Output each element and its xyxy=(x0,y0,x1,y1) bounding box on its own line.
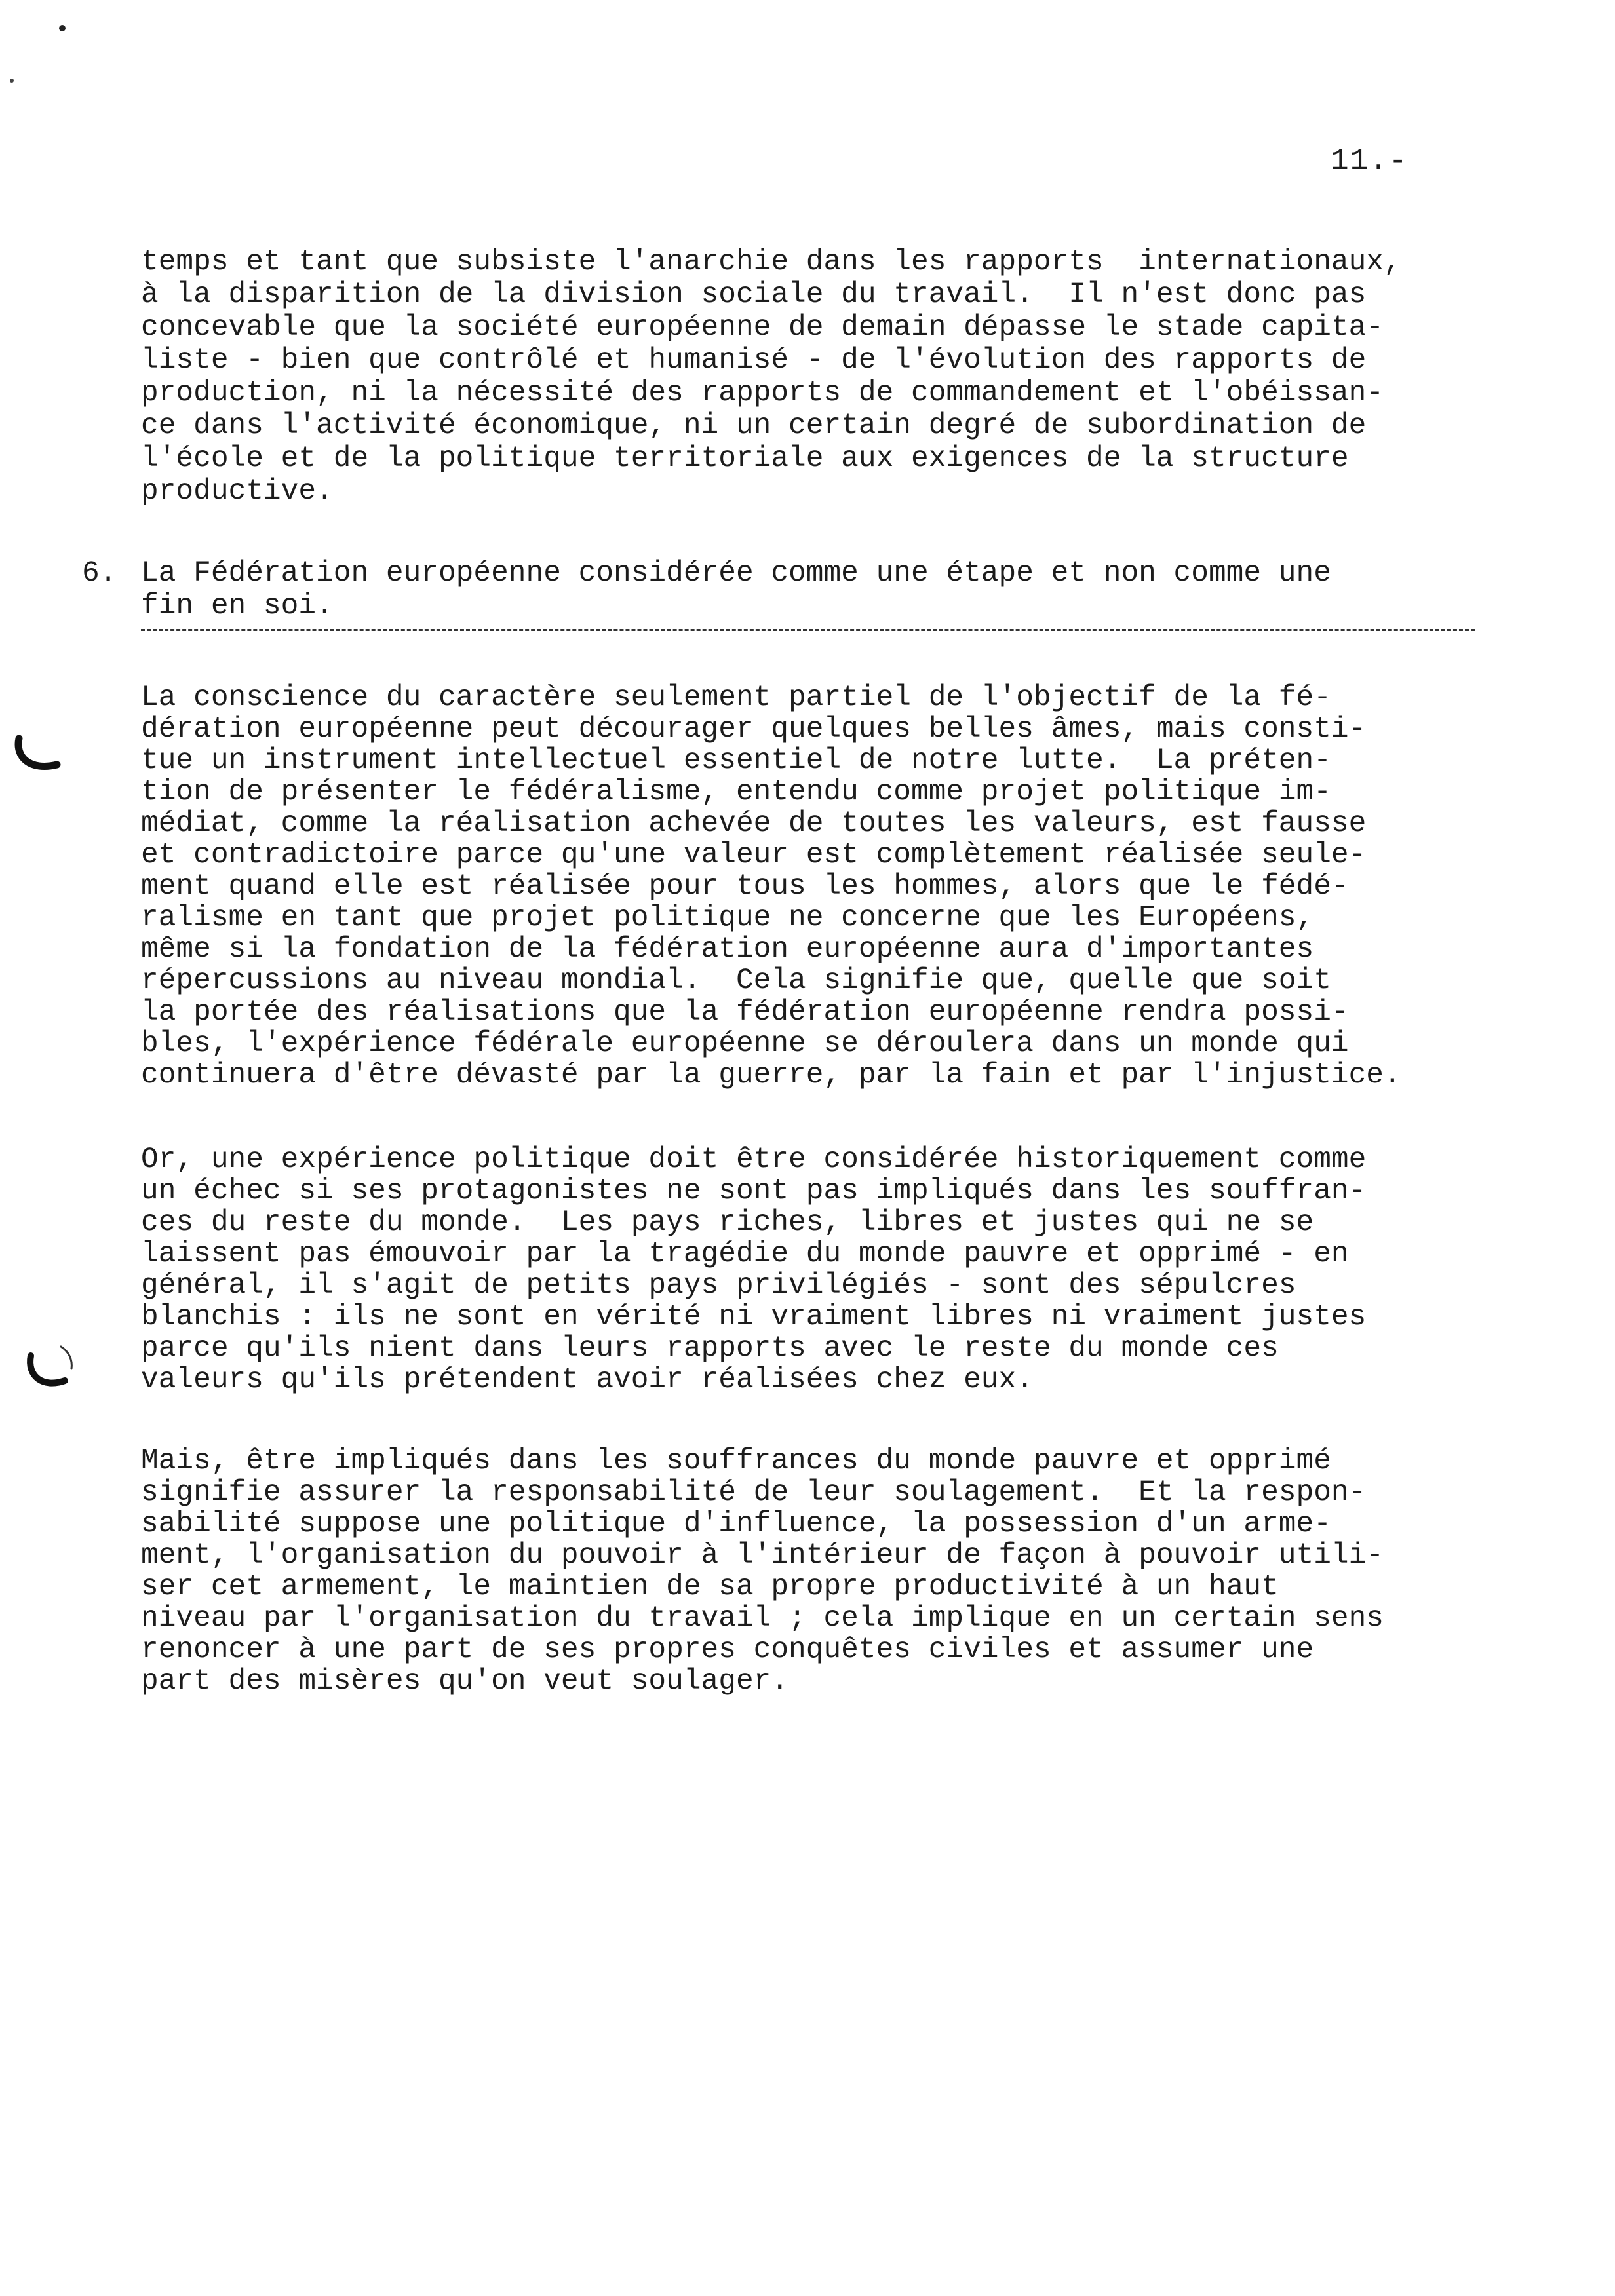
intro-line: productive. xyxy=(141,475,334,508)
page-number: 11.- xyxy=(1331,144,1409,178)
section-title-line: fin en soi. xyxy=(141,590,334,622)
paragraph-line: tion de présenter le fédéralisme, entendu comme projet politique im- xyxy=(141,776,1331,809)
section-number: 6. xyxy=(82,557,117,590)
paragraph-line: dération européenne peut décourager quelques belles âmes, mais consti- xyxy=(141,713,1367,746)
paragraph-line: et contradictoire parce qu'une valeur est complètement réalisée seule- xyxy=(141,839,1367,871)
intro-line: à la disparition de la division sociale du travail. Il n'est donc pas xyxy=(141,278,1367,311)
paragraph-line: valeurs qu'ils prétendent avoir réalisées chez eux. xyxy=(141,1364,1034,1396)
paragraph-line: bles, l'expérience fédérale européenne se déroulera dans un monde qui xyxy=(141,1027,1349,1060)
paragraph-line: sabilité suppose une politique d'influence, la possession d'un arme- xyxy=(141,1508,1331,1540)
paragraph-line: niveau par l'organisation du travail ; cela implique en un certain sens xyxy=(141,1602,1384,1635)
punch-hole-mark xyxy=(23,1340,82,1399)
paragraph-line: la portée des réalisations que la fédération européenne rendra possi- xyxy=(141,996,1349,1029)
paragraph-line: part des misères qu'on veut soulager. xyxy=(141,1665,789,1698)
intro-line: ce dans l'activité économique, ni un certain degré de subordination de xyxy=(141,410,1367,442)
intro-line: concevable que la société européenne de demain dépasse le stade capita- xyxy=(141,311,1384,344)
paragraph-line: Mais, être impliqués dans les souffrances du monde pauvre et opprimé xyxy=(141,1445,1331,1478)
paragraph-line: répercussions au niveau mondial. Cela signifie que, quelle que soit xyxy=(141,965,1331,997)
paragraph-line: ralisme en tant que projet politique ne concerne que les Européens, xyxy=(141,902,1314,934)
paragraph-line: continuera d'être dévasté par la guerre, par la fain et par l'injustice. xyxy=(141,1059,1401,1092)
paragraph-line: ser cet armement, le maintien de sa propre productivité à un haut xyxy=(141,1571,1279,1603)
paragraph-line: renoncer à une part de ses propres conquêtes civiles et assumer une xyxy=(141,1634,1314,1666)
paragraph-line: même si la fondation de la fédération européenne aura d'importantes xyxy=(141,933,1314,966)
paragraph-line: laissent pas émouvoir par la tragédie du monde pauvre et opprimé - en xyxy=(141,1238,1349,1271)
paragraph-line: Or, une expérience politique doit être considérée historiquement comme xyxy=(141,1143,1367,1176)
section-title-line: La Fédération européenne considérée comme une étape et non comme une xyxy=(141,557,1331,590)
paragraph-line: tue un instrument intellectuel essentiel de notre lutte. La préten- xyxy=(141,744,1331,777)
speck-mark xyxy=(59,25,66,31)
intro-line: l'école et de la politique territoriale aux exigences de la structure xyxy=(141,442,1349,475)
paragraph-line: La conscience du caractère seulement partiel de l'objectif de la fé- xyxy=(141,681,1331,714)
paragraph-line: ment, l'organisation du pouvoir à l'intérieur de façon à pouvoir utili- xyxy=(141,1539,1384,1572)
paragraph-line: ment quand elle est réalisée pour tous les hommes, alors que le fédé- xyxy=(141,870,1349,903)
section-underline xyxy=(141,629,1475,631)
intro-line: liste - bien que contrôlé et humanisé - de l'évolution des rapports de xyxy=(141,344,1367,377)
paragraph-line: blanchis : ils ne sont en vérité ni vraiment libres ni vraiment justes xyxy=(141,1301,1367,1333)
paragraph-line: général, il s'agit de petits pays privilégiés - sont des sépulcres xyxy=(141,1269,1296,1302)
speck-mark xyxy=(10,79,14,83)
paragraph-line: parce qu'ils nient dans leurs rapports avec le reste du monde ces xyxy=(141,1332,1279,1365)
paragraph-line: signifie assurer la responsabilité de leur soulagement. Et la respon- xyxy=(141,1476,1367,1509)
paragraph-line: ces du reste du monde. Les pays riches, libres et justes qui ne se xyxy=(141,1206,1314,1239)
paragraph-line: médiat, comme la réalisation achevée de toutes les valeurs, est fausse xyxy=(141,807,1367,840)
intro-line: temps et tant que subsiste l'anarchie dans les rapports internationaux, xyxy=(141,246,1401,278)
punch-hole-mark xyxy=(10,731,69,783)
paragraph-line: un échec si ses protagonistes ne sont pas impliqués dans les souffran- xyxy=(141,1175,1367,1208)
intro-line: production, ni la nécessité des rapports de commandement et l'obéissan- xyxy=(141,377,1384,410)
